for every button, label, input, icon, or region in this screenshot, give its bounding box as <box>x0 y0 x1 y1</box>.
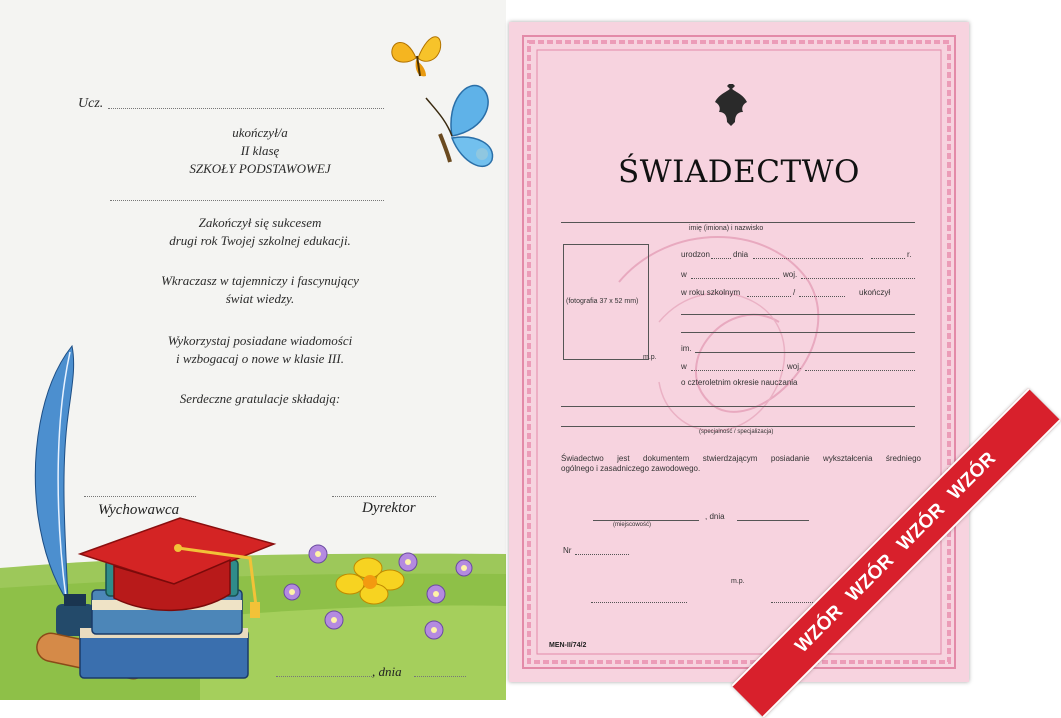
date-label: , dnia <box>372 664 402 679</box>
ribbon-word: WZÓR <box>791 601 848 658</box>
signature-line-right <box>332 496 436 497</box>
completion-line: ukończył/a <box>232 125 288 140</box>
greeting-card-page <box>0 0 506 700</box>
born-line <box>711 258 731 259</box>
completion-line: SZKOŁY PODSTAWOWEJ <box>189 161 331 176</box>
certificate-page <box>509 22 969 682</box>
voivodeship-line <box>801 278 915 279</box>
date-label-right: , dnia <box>705 512 725 521</box>
paragraph-line: drugi rok Twojej szkolnej edukacji. <box>169 233 351 248</box>
signature-line-left <box>84 496 196 497</box>
in-label-2: w <box>681 362 687 371</box>
eagle-emblem-icon <box>713 84 749 128</box>
congrats-text: Serdeczne gratulacje składają: <box>179 391 341 406</box>
place-line <box>593 520 699 521</box>
ribbon-word: WZÓR <box>944 448 1001 505</box>
school-line-2 <box>681 332 915 333</box>
certificate-title: ŚWIADECTWO <box>618 154 860 190</box>
signature-director: Dyrektor <box>362 500 416 516</box>
signature-teacher: Wychowawca <box>98 502 180 518</box>
patron-line <box>695 352 915 353</box>
name-line <box>561 222 915 223</box>
profession-line-1 <box>561 406 915 407</box>
born-label: urodzon <box>681 250 710 259</box>
butterfly-blue-icon <box>416 80 498 180</box>
number-label: Nr <box>563 546 572 555</box>
signature-line-1 <box>591 602 687 603</box>
voivodeship-label: woj. <box>783 270 798 279</box>
paragraph-line: i wzbogacaj o nowe w klasie III. <box>176 351 344 366</box>
student-label: Ucz. <box>78 96 104 111</box>
day-label: dnia <box>733 250 749 259</box>
graduation-cap-icon <box>70 514 280 624</box>
day-line <box>753 258 863 259</box>
issue-date-line <box>737 520 809 521</box>
school-name-line <box>110 200 384 201</box>
statement-line: Świadectwo jest dokumentem stwierdzającym posiadanie wykształcenia średniego <box>561 454 921 463</box>
form-code: MEN-II/74/2 <box>549 642 587 649</box>
paragraph-2 <box>90 272 430 308</box>
name-caption: imię (imiona) i nazwisko <box>689 225 764 232</box>
paragraph-line: Wkraczasz w tajemniczy i fascynujący <box>161 273 359 288</box>
number-line <box>575 554 629 555</box>
paragraph-line: Wykorzystaj posiadane wiadomości <box>167 333 353 348</box>
place-caption: (miejscowość) <box>613 522 652 528</box>
completed-label: ukończył <box>859 288 891 297</box>
period-label: o czteroletnim okresie nauczania <box>681 378 798 387</box>
place-line <box>276 676 372 677</box>
photo-caption: (fotografia 37 x 52 mm) <box>566 298 639 305</box>
student-name-line <box>108 108 384 109</box>
school-town-line <box>691 370 783 371</box>
profession-line-2 <box>561 426 915 427</box>
paragraph-3 <box>90 332 430 368</box>
school-year-start-line <box>747 296 791 297</box>
statement-text <box>561 454 921 474</box>
completion-line: II klasę <box>240 143 280 158</box>
flowers-illustration <box>270 538 500 658</box>
voivodeship-label-2: woj. <box>787 362 802 371</box>
stamp-label: m.p. <box>643 354 657 361</box>
ribbon-word: WZÓR <box>842 550 899 607</box>
school-year-end-line <box>799 296 845 297</box>
butterfly-yellow-icon <box>386 24 446 84</box>
specialty-caption: (specjalność / specjalizacja) <box>699 429 774 435</box>
year-suffix: r. <box>907 250 912 259</box>
stamp-label-2: m.p. <box>731 578 745 585</box>
place-of-birth-line <box>691 278 779 279</box>
year-separator: / <box>793 288 796 297</box>
year-line <box>871 258 905 259</box>
paragraph-line: świat wiedzy. <box>225 291 295 306</box>
school-line-1 <box>681 314 915 315</box>
im-label: im. <box>681 344 692 353</box>
completion-block <box>90 124 430 178</box>
in-label: w <box>681 270 687 279</box>
school-year-label: w roku szkolnym <box>681 288 741 297</box>
statement-line: ogólnego i zasadniczego zawodowego. <box>561 464 701 473</box>
school-voivodeship-line <box>805 370 915 371</box>
paragraph-1 <box>90 214 430 250</box>
paragraph-line: Zakończył się sukcesem <box>198 215 322 230</box>
ribbon-word: WZÓR <box>893 499 950 556</box>
date-line <box>414 676 466 677</box>
